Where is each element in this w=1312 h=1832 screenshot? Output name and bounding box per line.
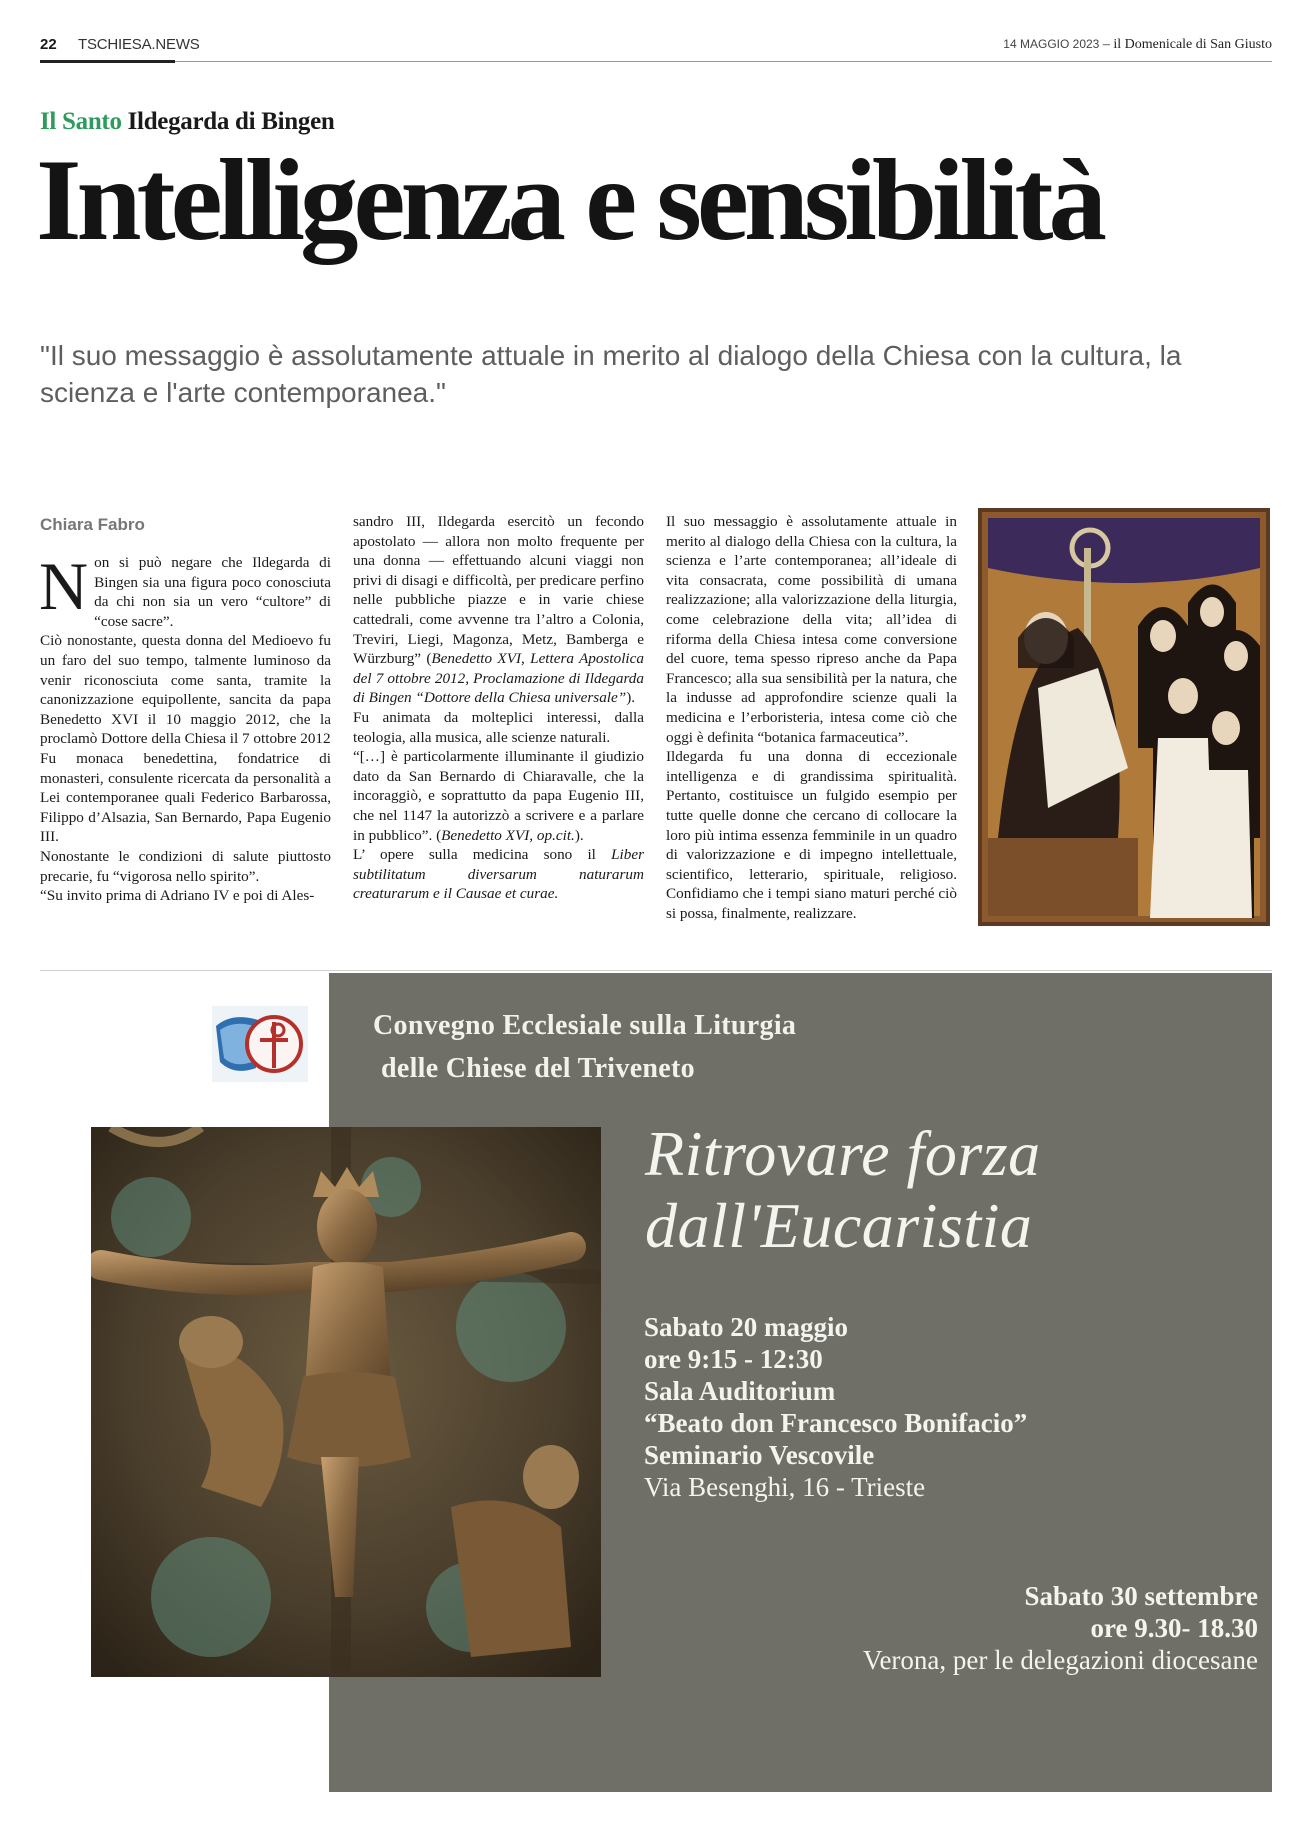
event-motto-line-2: dall'Eucaristia bbox=[645, 1190, 1033, 1261]
article-column-1 bbox=[39, 548, 331, 906]
date-text: 14 MAGGIO 2023 bbox=[1003, 37, 1100, 51]
paragraph: Fu animata da molteplici interessi, dalla teologia, alla musica, alle scienze naturali. bbox=[353, 708, 644, 746]
paragraph-text: “[…] è particolarmente illuminante il giudizio dato da San Bernardo di Chiaravalle, che la incoraggiò, e soprattutto da papa Eugenio III, che nel 1147 la autorizzò a scrivere e a parlare in pubblico”. ( bbox=[353, 748, 644, 844]
event-venue: Sala Auditorium bbox=[644, 1376, 836, 1406]
citation: Benedetto XVI, Lettera Apostolica del 7 ottobre 2012, Proclamazione di Ildegarda di Bingen “Dottore della Chiesa universale” bbox=[353, 650, 644, 707]
event-title-line-1: Convegno Ecclesiale sulla Liturgia bbox=[373, 1010, 797, 1041]
paragraph bbox=[353, 512, 644, 708]
second-session-day: Sabato 30 settembre bbox=[1024, 1581, 1258, 1611]
paragraph: Nonostante le condizioni di salute piuttosto precarie, fu “vigorosa nello spirito”. bbox=[40, 847, 331, 885]
article-column-3 bbox=[666, 512, 957, 923]
event-title bbox=[373, 1004, 796, 1090]
event-day: Sabato 20 maggio bbox=[644, 1312, 849, 1342]
hildegard-miniature-image bbox=[978, 508, 1270, 926]
event-address: Via Besenghi, 16 - Trieste bbox=[644, 1472, 926, 1502]
paragraph: Ciò nonostante, questa donna del Medioevo fu un faro del suo tempo, talmente luminoso da venir riconosciuta come santa, tramite la canonizzazione equipollente, sancita da papa Benedetto XVI il 10 maggio 2012, che la proclamò Dottore della Chiesa il 7 ottobre 2012 bbox=[40, 632, 331, 748]
event-hall: “Beato don Francesco Bonifacio” bbox=[644, 1408, 1028, 1438]
event-place: Seminario Vescovile bbox=[644, 1440, 875, 1470]
paragraph: Ildegarda fu una donna di eccezionale intelligenza e di grandissima spiritualità. Pertanto, costituisce un fulgido esempio per tutte quelle donne che cercano di collocare la loro più intima essenza femminile in un quadro di valorizzazione e di impegno intellettuale, scientifico, letterario, spirituale, religioso. Confidiamo che i tempi siano maturi perché ciò si possa, finalmente, realizzare. bbox=[666, 748, 957, 922]
header-accent-rule bbox=[40, 60, 175, 63]
running-head bbox=[40, 34, 1272, 62]
second-session-time: ore 9.30- 18.30 bbox=[1090, 1613, 1258, 1643]
triveneto-logo bbox=[212, 1006, 308, 1082]
event-second-session bbox=[863, 1580, 1258, 1676]
publication-name: il Domenicale di San Giusto bbox=[1113, 37, 1272, 52]
event-title-line-2: delle Chiese del Triveneto bbox=[381, 1053, 695, 1084]
pull-quote: "Il suo messaggio è assolutamente attuale in merito al dialogo della Chiesa con la cultura, la scienza e l'arte contemporanea." bbox=[40, 340, 1182, 408]
article-column-2 bbox=[353, 512, 644, 904]
paragraph-text: L’ opere sulla medicina sono il bbox=[353, 846, 612, 864]
date-separator: – bbox=[1102, 37, 1110, 52]
section-label: Il Santo bbox=[40, 108, 122, 135]
site-name: TSCHIESA.NEWS bbox=[78, 36, 200, 53]
citation: Benedetto XVI, op.cit. bbox=[441, 826, 575, 844]
headline: Intelligenza e sensibilità bbox=[36, 136, 1102, 265]
paragraph-text: ). bbox=[626, 689, 636, 707]
event-motto bbox=[645, 1118, 1041, 1262]
event-motto-line-1: Ritrovare forza bbox=[645, 1118, 1041, 1189]
kicker bbox=[40, 108, 334, 136]
miniature-illustration bbox=[978, 508, 1270, 926]
paragraph-text: sandro III, Ildegarda esercitò un fecondo apostolato — allora non molto frequente per una donna — effettuando alcuni viaggi non privi di disagi e difficoltà, per predicare perfino nelle pubbliche piazze e in varie chiese cattedrali, come avvenne tra l’altro a Colonia, Treviri, Liegi, Magonza, Metz, Bamberga e Würzburg” ( bbox=[353, 513, 644, 668]
event-time: ore 9:15 - 12:30 bbox=[644, 1344, 823, 1374]
citation: Liber subtilitatum diversarum naturarum creaturarum e il Causae et curae. bbox=[353, 846, 644, 903]
crucifix-illustration bbox=[91, 1127, 601, 1677]
drop-cap: N bbox=[39, 548, 89, 624]
second-session-place: Verona, per le delegazioni diocesane bbox=[862, 1645, 1258, 1675]
section-divider bbox=[40, 970, 1272, 971]
logo-mark bbox=[212, 1006, 308, 1082]
event-details bbox=[644, 1311, 1027, 1503]
paragraph: Fu monaca benedettina, fondatrice di monasteri, consulente ricercata da personalità a Lei contemporanee quali Federico Barbarossa, Filippo d’Alsazia, San Bernardo, Papa Eugenio III. bbox=[40, 749, 331, 846]
paragraph: Il suo messaggio è assolutamente attuale in merito al dialogo della Chiesa con la cultura, la scienza e l’arte contemporanea; all’ideale di vita consacrata, come possibilità di umana realizzazione; alla valorizzazione della liturgia, come celebrazione della vita; all’idea di riforma della Chiesa intesa come conversione del cuore, tema spesso ripreso anche da Papa Francesco; alla sua sensibilità per la natura, che la indusse ad approfondire scienze quali la medicina e l’erboristeria, intesa come ciò che oggi è definita “botanica farmaceutica”. bbox=[666, 513, 957, 746]
paragraph bbox=[39, 548, 331, 631]
paragraph bbox=[353, 747, 644, 845]
byline: Chiara Fabro bbox=[40, 515, 145, 534]
issue-date bbox=[1003, 37, 1272, 53]
paragraph-text: on si può negare che Ildegarda di Bingen sia una figura poco conosciuta da chi non sia un vero “cultore” di “cose sacre”. bbox=[94, 554, 331, 630]
page-number: 22 bbox=[40, 36, 57, 53]
paragraph bbox=[353, 845, 644, 904]
bronze-crucifix-image bbox=[91, 1127, 601, 1677]
paragraph-text: ). bbox=[574, 826, 584, 844]
paragraph: “Su invito prima di Adriano IV e poi di Ales- bbox=[40, 887, 315, 905]
subject-name: Ildegarda di Bingen bbox=[127, 108, 335, 135]
header-rule bbox=[40, 61, 1272, 62]
